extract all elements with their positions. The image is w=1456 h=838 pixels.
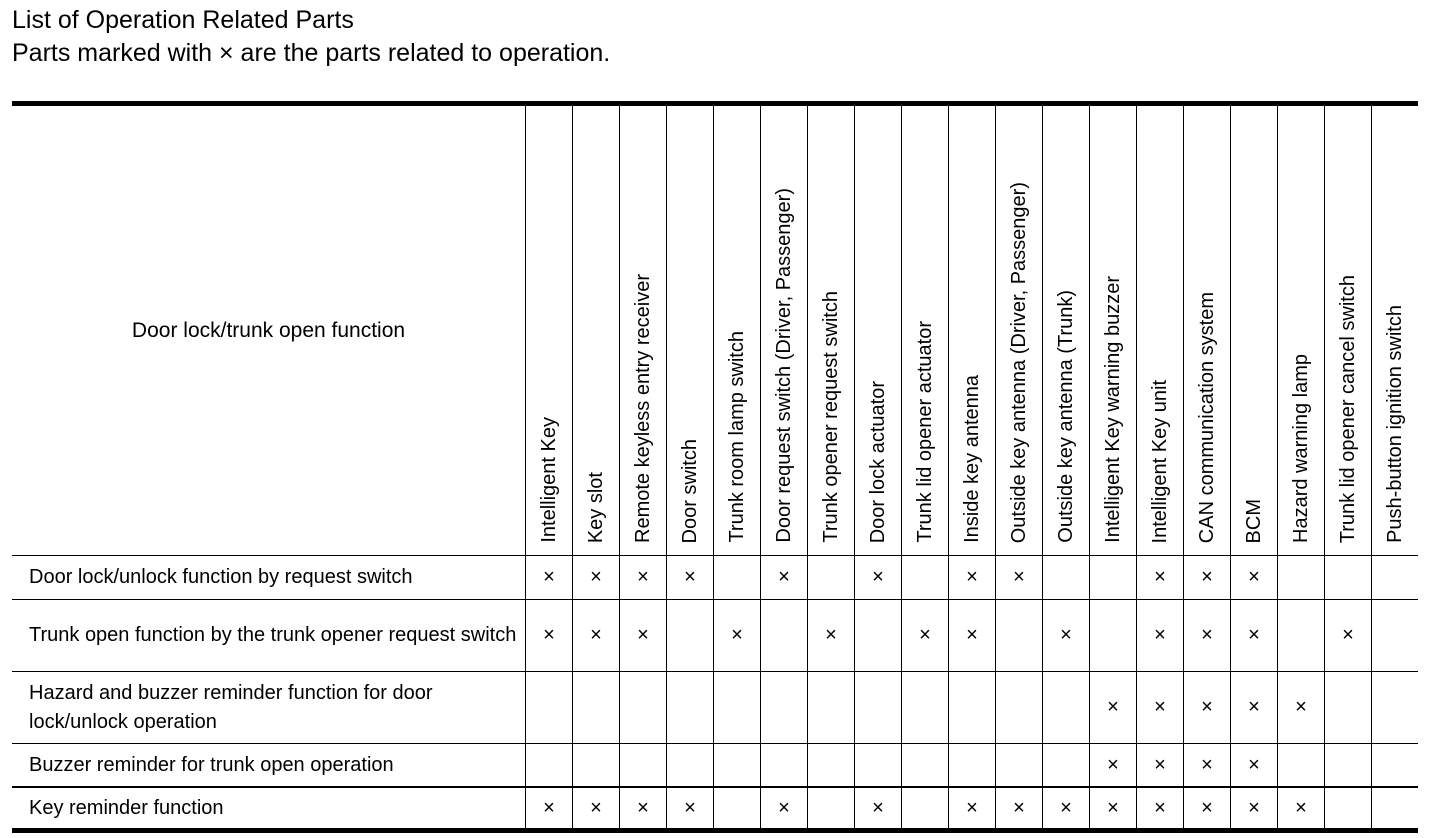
- mark-cell: [1090, 556, 1137, 600]
- mark-cell: [1278, 600, 1325, 672]
- mark-cell: [808, 787, 855, 831]
- mark-cell: ×: [1184, 787, 1231, 831]
- function-name: Buzzer reminder for trunk open operation: [12, 744, 526, 788]
- mark-cell: ×: [1278, 787, 1325, 831]
- mark-cell: ×: [526, 787, 573, 831]
- mark-cell: [996, 600, 1043, 672]
- mark-cell: ×: [1090, 744, 1137, 788]
- part-column-label: Trunk opener request switch: [820, 291, 842, 543]
- mark-cell: [808, 672, 855, 744]
- part-column-label: Door switch: [679, 438, 701, 543]
- mark-cell: [902, 744, 949, 788]
- mark-cell: [714, 744, 761, 788]
- mark-cell: ×: [1090, 787, 1137, 831]
- mark-cell: [1325, 672, 1372, 744]
- function-column-header: Door lock/trunk open function: [12, 104, 526, 556]
- mark-cell: [1372, 672, 1419, 744]
- part-column-label: Door request switch (Driver, Passenger): [773, 188, 795, 543]
- mark-cell: ×: [1137, 672, 1184, 744]
- mark-cell: [667, 672, 714, 744]
- mark-cell: ×: [1184, 744, 1231, 788]
- operation-parts-table: [12, 101, 1418, 833]
- mark-cell: [902, 672, 949, 744]
- mark-cell: [855, 744, 902, 788]
- mark-cell: [667, 600, 714, 672]
- part-column-header: [1325, 104, 1372, 556]
- mark-cell: ×: [620, 600, 667, 672]
- mark-cell: ×: [996, 787, 1043, 831]
- mark-cell: ×: [667, 556, 714, 600]
- mark-cell: ×: [1231, 672, 1278, 744]
- part-column-label: BCM: [1243, 498, 1265, 543]
- mark-cell: ×: [1231, 600, 1278, 672]
- mark-cell: ×: [1137, 600, 1184, 672]
- mark-cell: ×: [667, 787, 714, 831]
- mark-cell: ×: [573, 600, 620, 672]
- table-row: [12, 672, 1418, 744]
- mark-cell: [902, 556, 949, 600]
- part-column-label: Trunk room lamp switch: [726, 331, 748, 543]
- mark-cell: ×: [1184, 556, 1231, 600]
- part-column-label: Push-button ignition switch: [1384, 305, 1406, 543]
- part-column-label: Remote keyless entry receiver: [632, 274, 654, 543]
- mark-cell: ×: [1184, 672, 1231, 744]
- mark-cell: ×: [855, 787, 902, 831]
- mark-cell: ×: [996, 556, 1043, 600]
- part-column-label: Trunk lid opener cancel switch: [1337, 274, 1359, 543]
- mark-cell: ×: [1184, 600, 1231, 672]
- mark-cell: ×: [949, 600, 996, 672]
- mark-cell: [1372, 556, 1419, 600]
- mark-cell: ×: [1043, 600, 1090, 672]
- mark-cell: ×: [714, 600, 761, 672]
- part-column-label: Trunk lid opener actuator: [914, 321, 936, 543]
- mark-cell: [855, 600, 902, 672]
- table-row: [12, 744, 1418, 788]
- part-column-header: [1372, 104, 1419, 556]
- mark-cell: [949, 672, 996, 744]
- part-column-header: [1043, 104, 1090, 556]
- mark-cell: [1372, 600, 1419, 672]
- mark-cell: ×: [949, 556, 996, 600]
- part-column-label: Key slot: [585, 471, 607, 543]
- part-column-header: [620, 104, 667, 556]
- mark-cell: ×: [573, 787, 620, 831]
- mark-cell: ×: [1137, 556, 1184, 600]
- mark-cell: [1043, 744, 1090, 788]
- mark-cell: ×: [620, 787, 667, 831]
- mark-cell: [808, 744, 855, 788]
- part-column-header: [761, 104, 808, 556]
- part-column-header: [1231, 104, 1278, 556]
- function-name: Door lock/unlock function by request switch: [12, 556, 526, 600]
- table-header-row: [12, 104, 1418, 556]
- table-row: [12, 600, 1418, 672]
- part-column-header: [949, 104, 996, 556]
- mark-cell: ×: [526, 556, 573, 600]
- mark-cell: [761, 600, 808, 672]
- mark-cell: [902, 787, 949, 831]
- mark-cell: [808, 556, 855, 600]
- part-column-header: [1090, 104, 1137, 556]
- part-column-label: Door lock actuator: [867, 380, 889, 543]
- page-title: List of Operation Related Parts: [12, 6, 354, 34]
- mark-cell: [1090, 600, 1137, 672]
- mark-cell: ×: [620, 556, 667, 600]
- mark-cell: [526, 672, 573, 744]
- mark-cell: [1278, 556, 1325, 600]
- mark-cell: [526, 744, 573, 788]
- mark-cell: ×: [761, 787, 808, 831]
- function-name: Key reminder function: [12, 787, 526, 831]
- table-row: [12, 556, 1418, 600]
- mark-cell: [1372, 787, 1419, 831]
- mark-cell: ×: [949, 787, 996, 831]
- mark-cell: [761, 672, 808, 744]
- mark-cell: ×: [1137, 744, 1184, 788]
- mark-cell: [761, 744, 808, 788]
- part-column-label: Outside key antenna (Trunk): [1055, 290, 1077, 543]
- part-column-header: [667, 104, 714, 556]
- mark-cell: ×: [526, 600, 573, 672]
- mark-cell: [1325, 556, 1372, 600]
- mark-cell: [949, 744, 996, 788]
- mark-cell: ×: [573, 556, 620, 600]
- mark-cell: [996, 744, 1043, 788]
- mark-cell: [573, 744, 620, 788]
- part-column-label: CAN communication system: [1196, 291, 1218, 543]
- mark-cell: ×: [1231, 556, 1278, 600]
- mark-cell: [1372, 744, 1419, 788]
- function-name: Hazard and buzzer reminder function for door lock/unlock operation: [12, 672, 526, 744]
- part-column-header: [526, 104, 573, 556]
- function-name: Trunk open function by the trunk opener request switch: [12, 600, 526, 672]
- mark-cell: ×: [855, 556, 902, 600]
- part-column-header: [1184, 104, 1231, 556]
- mark-cell: [714, 787, 761, 831]
- part-column-label: Intelligent Key unit: [1149, 379, 1171, 543]
- mark-cell: ×: [902, 600, 949, 672]
- mark-cell: ×: [1231, 744, 1278, 788]
- mark-cell: [714, 672, 761, 744]
- mark-cell: [855, 672, 902, 744]
- mark-cell: [1278, 744, 1325, 788]
- mark-cell: ×: [1278, 672, 1325, 744]
- part-column-header: [902, 104, 949, 556]
- mark-cell: [620, 744, 667, 788]
- mark-cell: ×: [1137, 787, 1184, 831]
- mark-cell: ×: [761, 556, 808, 600]
- part-column-header: [855, 104, 902, 556]
- part-column-header: [714, 104, 761, 556]
- part-column-header: [1137, 104, 1184, 556]
- part-column-header: [996, 104, 1043, 556]
- mark-cell: ×: [1090, 672, 1137, 744]
- part-column-header: [808, 104, 855, 556]
- part-column-label: Intelligent Key: [538, 417, 560, 543]
- mark-cell: [1043, 672, 1090, 744]
- part-column-label: Inside key antenna: [961, 375, 983, 543]
- part-column-label: Outside key antenna (Driver, Passenger): [1008, 181, 1030, 543]
- mark-cell: [620, 672, 667, 744]
- part-column-header: [1278, 104, 1325, 556]
- mark-cell: ×: [1043, 787, 1090, 831]
- mark-cell: ×: [1325, 600, 1372, 672]
- part-column-header: [573, 104, 620, 556]
- mark-cell: [1325, 744, 1372, 788]
- part-column-label: Hazard warning lamp: [1290, 354, 1312, 543]
- mark-cell: [1043, 556, 1090, 600]
- mark-cell: [714, 556, 761, 600]
- page-subtitle: Parts marked with × are the parts related to operation.: [12, 39, 611, 67]
- mark-cell: [1325, 787, 1372, 831]
- mark-cell: [667, 744, 714, 788]
- table-row: [12, 787, 1418, 831]
- mark-cell: ×: [1231, 787, 1278, 831]
- mark-cell: [996, 672, 1043, 744]
- part-column-label: Intelligent Key warning buzzer: [1102, 276, 1124, 543]
- mark-cell: ×: [808, 600, 855, 672]
- mark-cell: [573, 672, 620, 744]
